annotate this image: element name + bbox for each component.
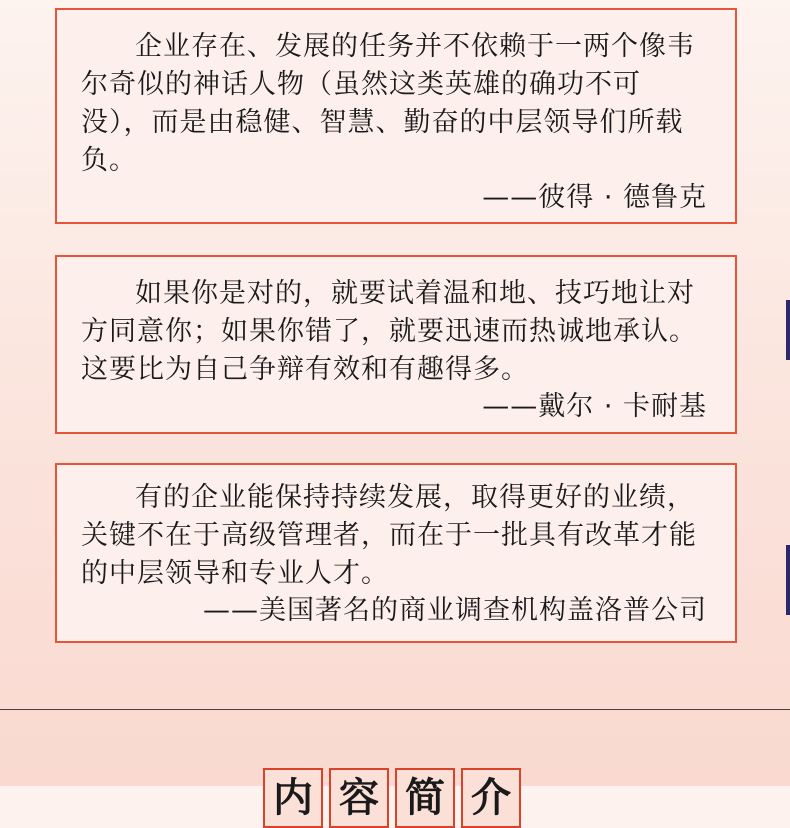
quote-author: ——戴尔 · 卡耐基 — [482, 391, 707, 422]
quote-text: 有的企业能保持持续发展，取得更好的业绩，关键不在于高级管理者，而在于一批具有改革才能的中层领导和专业人才。 — [81, 482, 697, 589]
section-divider — [0, 709, 790, 710]
quote-card-drucker — [55, 8, 737, 224]
section-title-char: 内 — [263, 768, 323, 828]
section-title-char: 简 — [395, 768, 455, 828]
quote-card-gallup — [55, 463, 737, 643]
side-edge-mark — [786, 300, 790, 360]
side-edge-mark — [786, 545, 790, 615]
section-title-char: 介 — [461, 768, 521, 828]
quote-text: 企业存在、发展的任务并不依赖于一两个像韦尔奇似的神话人物（虽然这类英雄的确功不可没），而是由稳健、智慧、勤奋的中层领导们所载负。 — [81, 31, 695, 176]
section-title — [263, 768, 521, 828]
quote-card-carnegie — [55, 255, 737, 434]
quote-author: ——美国著名的商业调查机构盖洛普公司 — [203, 595, 707, 626]
section-title-char: 容 — [329, 768, 389, 828]
quote-text: 如果你是对的，就要试着温和地、技巧地让对方同意你；如果你错了，就要迅速而热诚地承认。这要比为自己争辩有效和有趣得多。 — [81, 278, 697, 385]
quote-author: ——彼得 · 德鲁克 — [482, 182, 707, 213]
